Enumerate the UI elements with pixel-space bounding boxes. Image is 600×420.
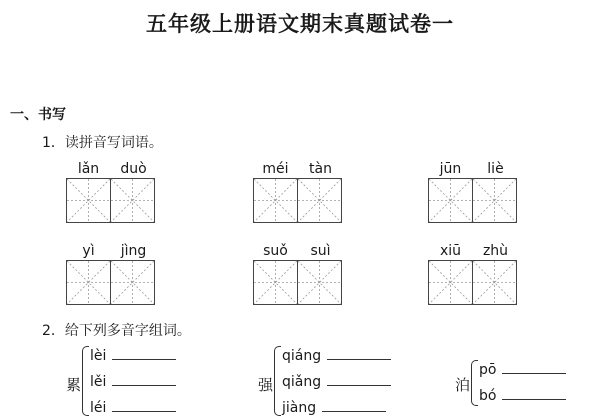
word-box bbox=[428, 160, 518, 223]
pinyin: zhù bbox=[482, 243, 509, 259]
grid-guide-lines bbox=[67, 179, 110, 222]
reading-line bbox=[90, 399, 176, 417]
writing-cell[interactable] bbox=[473, 260, 517, 305]
polyphonic-char: 强 bbox=[258, 376, 274, 394]
grid-guide-lines bbox=[254, 179, 297, 222]
reading-line bbox=[90, 347, 176, 365]
answer-blank[interactable] bbox=[327, 373, 391, 386]
answer-blank[interactable] bbox=[502, 387, 566, 400]
reading-line bbox=[282, 399, 386, 417]
pinyin: tàn bbox=[309, 161, 332, 177]
reading-line bbox=[479, 361, 566, 379]
writing-cell[interactable] bbox=[111, 178, 155, 223]
section-heading: 一、书写 bbox=[10, 107, 66, 123]
reading-pinyin: jiàng bbox=[282, 400, 317, 416]
word-box bbox=[253, 242, 343, 305]
grid-guide-lines bbox=[429, 179, 472, 222]
writing-cell[interactable] bbox=[111, 260, 155, 305]
pinyin: xiū bbox=[439, 243, 462, 259]
question-2-label: 2．给下列多音字组词。 bbox=[42, 323, 191, 339]
brace bbox=[274, 346, 281, 416]
brace bbox=[82, 346, 89, 416]
reading-pinyin: léi bbox=[90, 400, 107, 416]
pinyin: suǒ bbox=[263, 243, 288, 259]
writing-cell[interactable] bbox=[253, 260, 298, 305]
pinyin: lǎn bbox=[77, 161, 100, 177]
pinyin: duò bbox=[120, 161, 147, 177]
grid-guide-lines bbox=[111, 179, 154, 222]
grid-guide-lines bbox=[67, 261, 110, 304]
reading-pinyin: pō bbox=[479, 362, 497, 378]
writing-cell[interactable] bbox=[473, 178, 517, 223]
reading-pinyin: lěi bbox=[90, 374, 107, 390]
grid-guide-lines bbox=[473, 261, 516, 304]
grid-guide-lines bbox=[254, 261, 297, 304]
writing-cell[interactable] bbox=[428, 178, 473, 223]
word-box bbox=[253, 160, 343, 223]
reading-line bbox=[282, 373, 391, 391]
reading-pinyin: bó bbox=[479, 388, 497, 404]
grid-guide-lines bbox=[429, 261, 472, 304]
pinyin: jūn bbox=[439, 161, 462, 177]
writing-cell[interactable] bbox=[66, 178, 111, 223]
pinyin: yì bbox=[82, 243, 95, 259]
answer-blank[interactable] bbox=[112, 347, 176, 360]
reading-line bbox=[90, 373, 176, 391]
answer-blank[interactable] bbox=[112, 399, 176, 412]
writing-cell[interactable] bbox=[428, 260, 473, 305]
page-title: 五年级上册语文期末真题试卷一 bbox=[146, 12, 454, 36]
polyphonic-char: 累 bbox=[66, 376, 82, 394]
grid-guide-lines bbox=[111, 261, 154, 304]
reading-line bbox=[282, 347, 391, 365]
reading-pinyin: lèi bbox=[90, 348, 107, 364]
word-box bbox=[66, 160, 156, 223]
answer-blank[interactable] bbox=[322, 399, 386, 412]
reading-pinyin: qiǎng bbox=[282, 374, 322, 390]
writing-cell[interactable] bbox=[66, 260, 111, 305]
answer-blank[interactable] bbox=[327, 347, 391, 360]
pinyin: jìng bbox=[120, 243, 147, 259]
writing-cell[interactable] bbox=[253, 178, 298, 223]
question-1-label: 1．读拼音写词语。 bbox=[42, 135, 163, 151]
pinyin: suì bbox=[310, 243, 331, 259]
writing-cell[interactable] bbox=[298, 260, 342, 305]
word-box bbox=[66, 242, 156, 305]
polyphonic-char: 泊 bbox=[455, 376, 471, 394]
pinyin: liè bbox=[487, 161, 504, 177]
answer-blank[interactable] bbox=[502, 361, 566, 374]
answer-blank[interactable] bbox=[112, 373, 176, 386]
brace bbox=[471, 360, 478, 406]
grid-guide-lines bbox=[473, 179, 516, 222]
reading-line bbox=[479, 387, 566, 405]
word-box bbox=[428, 242, 518, 305]
grid-guide-lines bbox=[298, 261, 341, 304]
writing-cell[interactable] bbox=[298, 178, 342, 223]
grid-guide-lines bbox=[298, 179, 341, 222]
pinyin: méi bbox=[262, 161, 289, 177]
reading-pinyin: qiáng bbox=[282, 348, 322, 364]
